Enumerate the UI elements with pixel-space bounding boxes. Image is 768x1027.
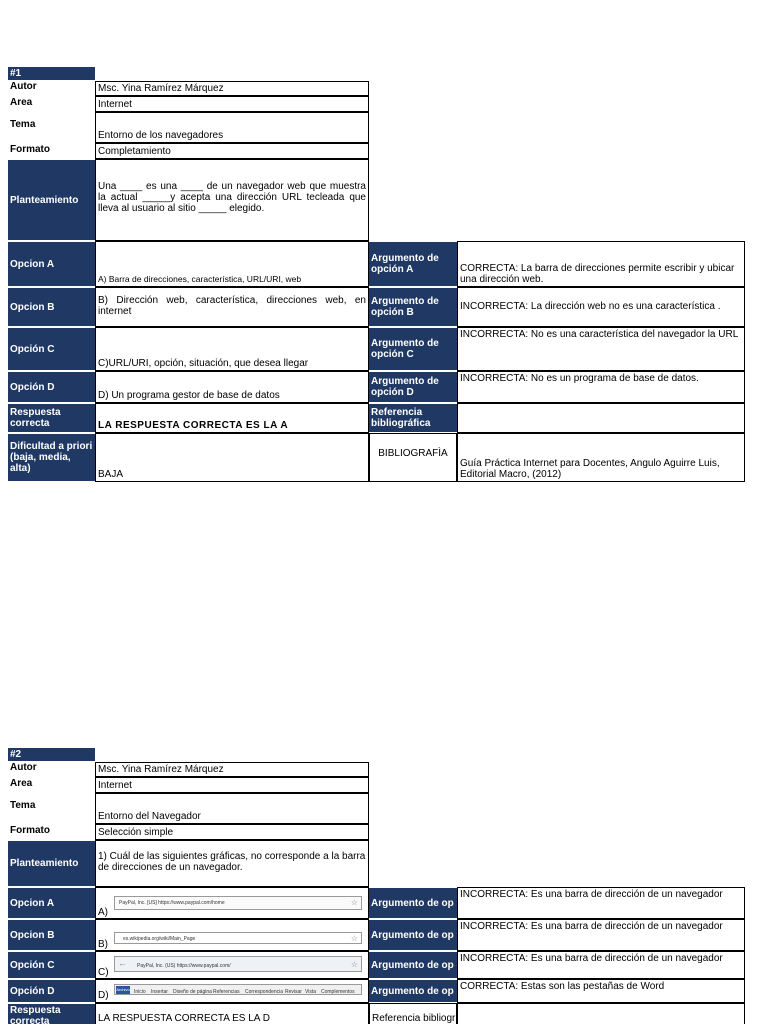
opcion-b-value: B) Dirección web, característica, direcciones web, en internet (95, 287, 369, 327)
tema-value-2: Entorno del Navegador (95, 793, 369, 824)
respuesta-value: LA RESPUESTA CORRECTA ES LA A (95, 403, 369, 433)
formato-label: Formato (10, 144, 50, 155)
argumento-b-value-2: INCORRECTA: Es una barra de dirección de un navegador (457, 919, 745, 951)
ribbon-tab-revisar: Revisar (285, 989, 302, 995)
table-1-number: #1 (8, 67, 95, 80)
argumento-d-label: Argumento de opción D (369, 372, 457, 402)
planteamiento-label: Planteamiento (8, 160, 95, 240)
referencia-value (457, 403, 745, 433)
opcion-b-letter: B) (98, 939, 108, 950)
star-icon: ☆ (350, 960, 358, 969)
address-bar-b-url: es.wikipedia.org/wiki/Main_Page (123, 936, 196, 942)
argumento-d-value-2: CORRECTA: Estas son las pestañas de Word (457, 979, 745, 1003)
star-icon: ☆ (350, 934, 358, 943)
formato-label-2: Formato (10, 825, 50, 836)
argumento-c-label-2: Argumento de op (369, 952, 457, 978)
formato-value-2: Selección simple (95, 824, 369, 840)
referencia-label: Referencia bibliográfica (369, 404, 457, 432)
opcion-d-cell-2 (95, 979, 369, 1003)
opcion-c-value: C)URL/URI, opción, situación, que desea llegar (95, 327, 369, 371)
opcion-a-value: A) Barra de direcciones, característica, URL/URI, web (95, 241, 369, 287)
argumento-a-label-2: Argumento de op (369, 888, 457, 918)
area-label-2: Area (10, 778, 33, 789)
tema-value: Entorno de los navegadores (95, 112, 369, 143)
argumento-c-label: Argumento de opción C (369, 328, 457, 370)
opcion-b-label: Opcion B (8, 288, 95, 326)
argumento-b-label: Argumento de opción B (369, 288, 457, 326)
argumento-a-value-2: INCORRECTA: Es una barra de dirección de un navegador (457, 887, 745, 919)
ribbon-tab-diseno: Diseño de página (173, 989, 212, 995)
address-bar-a-image (114, 896, 362, 910)
autor-value: Msc. Yina Ramírez Márquez (95, 81, 369, 96)
area-value: Internet (95, 96, 369, 112)
address-bar-b-image (114, 932, 362, 944)
opcion-b-label-2: Opcion B (8, 920, 95, 950)
argumento-a-label: Argumento de opción A (369, 242, 457, 286)
dificultad-value: BAJA (95, 433, 369, 482)
opcion-b-cell-2 (95, 919, 369, 951)
bibliografia-label: BIBLIOGRAFÌA (369, 433, 457, 482)
opcion-a-label: Opcion A (8, 242, 95, 286)
ribbon-tab-vista: Vista (305, 989, 317, 995)
ribbon-tab-correspondencia: Correspondencia (245, 989, 284, 995)
address-bar-a-url: PayPal, Inc. [US] https://www.paypal.com/home (119, 900, 225, 906)
respuesta-label: Respuesta correcta (8, 404, 95, 432)
opcion-d-label: Opción D (8, 372, 95, 402)
autor-label: Autor (10, 81, 37, 92)
argumento-d-value: INCORRECTA: No es un programa de base de datos. (457, 371, 745, 403)
ribbon-tab-inicio: Inicio (134, 989, 146, 995)
back-arrow-icon: ← (118, 958, 127, 968)
address-bar-c-url: PayPal, Inc. (US) https://www.paypal.com/ (137, 963, 231, 969)
address-bar-c-image (114, 956, 362, 972)
argumento-a-value: CORRECTA: La barra de direcciones permite escribir y ubicar una dirección web. (457, 241, 745, 287)
autor-value-2: Msc. Yina Ramírez Márquez (95, 762, 369, 777)
opcion-a-letter: A) (98, 907, 108, 918)
word-ribbon-tabs-image (114, 984, 362, 995)
ribbon-tab-referencias: Referencias (213, 989, 240, 995)
opcion-d-letter: D) (98, 990, 109, 1001)
respuesta-value-2: LA RESPUESTA CORRECTA ES LA D (95, 1003, 369, 1024)
bibliografia-value: Guía Práctica Internet para Docentes, Angulo Aguirre Luis, Editorial Macro, (2012) (457, 433, 745, 482)
ribbon-tab-insertar: Insertar (151, 989, 168, 995)
argumento-b-label-2: Argumento de op (369, 920, 457, 950)
argumento-d-label-2: Argumento de op (369, 980, 457, 1002)
opcion-c-letter: C) (98, 967, 109, 978)
table-2-number: #2 (8, 748, 95, 761)
tema-label: Tema (10, 119, 36, 130)
autor-label-2: Autor (10, 762, 37, 773)
referencia-label-2: Referencia bibliogr (369, 1003, 457, 1024)
planteamiento-value-2: 1) Cuál de las siguientes gráficas, no corresponde a la barra de direcciones de un navegador. (95, 840, 369, 887)
ribbon-tab-complementos: Complementos (321, 989, 355, 995)
area-label: Area (10, 97, 33, 108)
opcion-a-label-2: Opcion A (8, 888, 95, 918)
planteamiento-value: Una ____ es una ____ de un navegador web que muestra la actual _____y acepta una dirección URL tecleada que lleva al usuario al sitio _____ elegido. (95, 159, 369, 241)
opcion-c-label-2: Opción C (8, 952, 95, 978)
dificultad-label: Dificultad a priori (baja, media, alta) (8, 434, 95, 481)
argumento-c-value: INCORRECTA: No es una característica del navegador la URL (457, 327, 745, 371)
opcion-c-cell-2 (95, 951, 369, 979)
referencia-value-2 (457, 1003, 745, 1024)
planteamiento-label-2: Planteamiento (8, 841, 95, 886)
opcion-a-cell-2 (95, 887, 369, 919)
tema-label-2: Tema (10, 800, 36, 811)
ribbon-tab-archivo: Archivo (116, 987, 130, 992)
opcion-c-label: Opción C (8, 328, 95, 370)
formato-value: Completamiento (95, 143, 369, 159)
area-value-2: Internet (95, 777, 369, 793)
star-icon: ☆ (350, 898, 358, 907)
respuesta-label-2: Respuesta correcta (8, 1004, 95, 1024)
opcion-d-value: D) Un programa gestor de base de datos (95, 371, 369, 403)
opcion-d-label-2: Opción D (8, 980, 95, 1002)
argumento-c-value-2: INCORRECTA: Es una barra de dirección de un navegador (457, 951, 745, 979)
argumento-b-value: INCORRECTA: La dirección web no es una característica . (457, 287, 745, 327)
